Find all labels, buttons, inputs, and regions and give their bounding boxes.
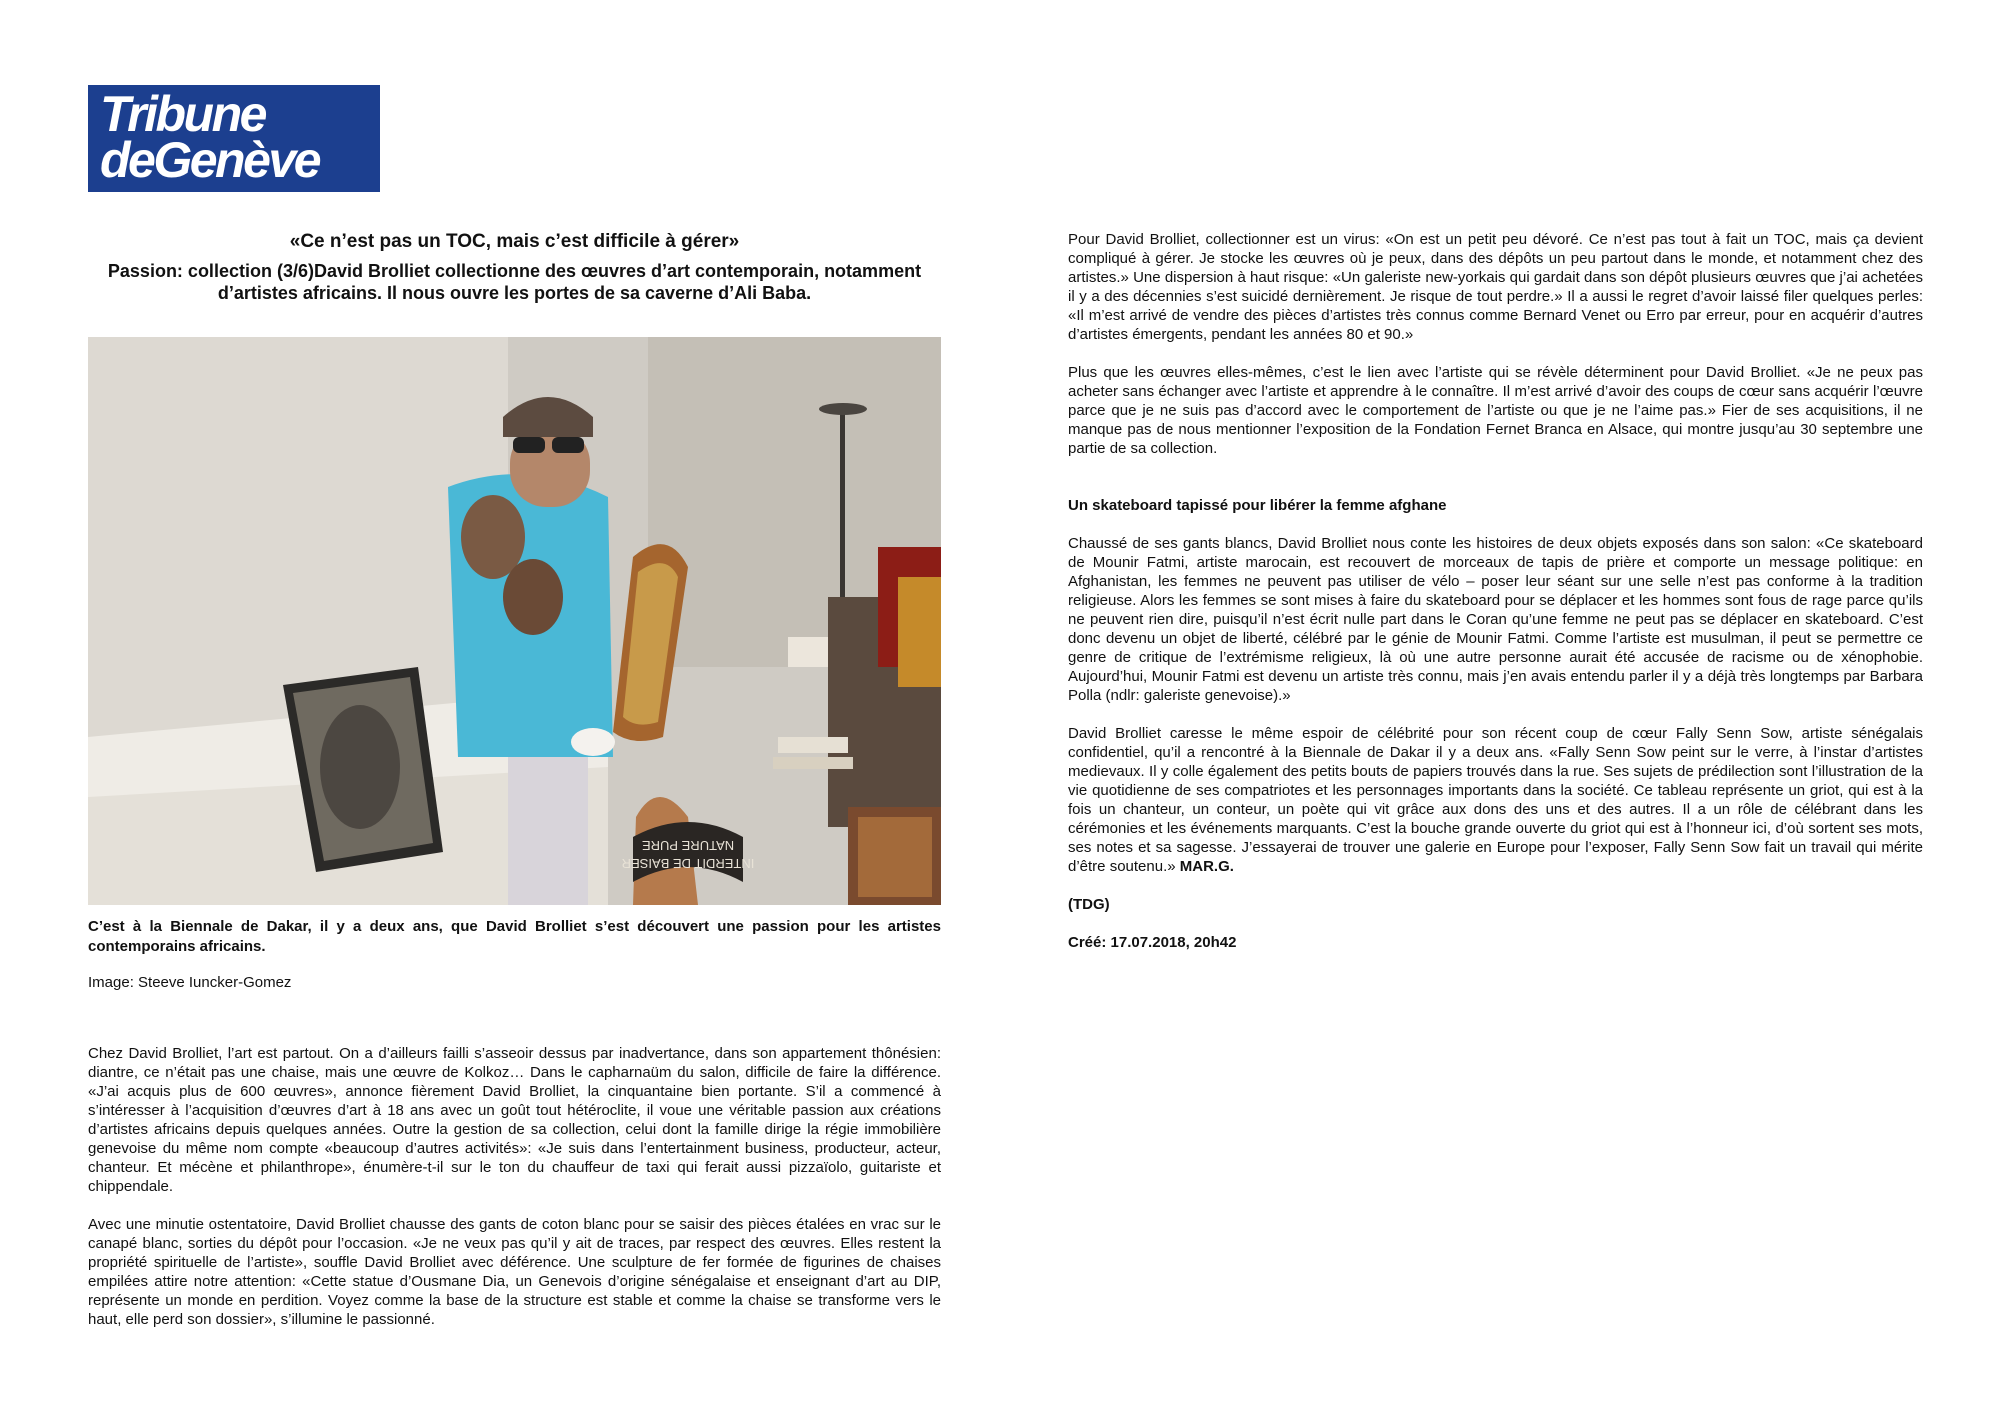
author-signature: MAR.G. xyxy=(1179,858,1234,875)
article-photo xyxy=(88,337,941,905)
photo-caption: C’est à la Biennale de Dakar, il y a deux ans, que David Brolliet s’est découvert une passion pour les artistes contemporains africains. xyxy=(88,918,941,955)
article-lead: Passion: collection (3/6)David Brolliet collectionne des œuvres d’art contemporain, notamment d’artistes africains. Il nous ouvre les portes de sa caverne d’Ali Baba. xyxy=(107,261,922,303)
source-tag: (TDG) xyxy=(1068,896,1110,913)
left-column xyxy=(88,230,941,1329)
paragraph-1: Chez David Brolliet, l’art est partout. On a d’ailleurs failli s’asseoir dessus par inadvertance, dans son appartement thônésien: diantre, ce n’était pas une chaise, mais une œuvre de Kolkoz… Dans le capharnaüm du salon, difficile de faire la différence. «J’ai acquis plus de 600 œuvres», annonce fièrement David Brolliet, la cinquantaine bien portante. S’il a commencé à s’intéresser à l’acquisition d’œuvres d’art à 18 ans avec un goût tout hétéroclite, il voue une véritable passion aux créations d’artistes africains depuis quelques années. Outre la gestion de sa collection, celui dont la famille dirige la régie immobilière genevoise du même nom compte «beaucoup d’autres activités»: «Je suis dans l’entertainment business, producteur, acteur, chanteur. Et mécène et philanthrope», énumère-t-il sur le ton du chauffeur de taxi qui ferait aussi pizzaïolo, guitariste et chippendale. xyxy=(88,1045,941,1195)
newspaper-logo xyxy=(88,85,380,192)
subheading: Un skateboard tapissé pour libérer la femme afghane xyxy=(1068,497,1447,514)
created-date: Créé: 17.07.2018, 20h42 xyxy=(1068,934,1237,951)
photo-sign-text-2: INTERDIT DE BAISER xyxy=(621,856,755,871)
paragraph-5: Chaussé de ses gants blancs, David Brolliet nous conte les histoires de deux objets exposés dans son salon: «Ce skateboard de Mounir Fatmi, artiste marocain, est recouvert de morceaux de tapis de prière et comporte un message politique: en Afghanistan, les femmes ne peuvent pas utiliser de vélo – poser leur séant sur une selle n’est pas conforme à la tradition religieuse. Alors les femmes se sont mises à faire du skateboard pour se déplacer et les hommes sont fous de rage parce qu’ils ne peuvent rien dire, puisqu’il n’est écrit nulle part dans le Coran qu’une femme ne peut pas se déplacer en skateboard. C’est donc devenu un objet de liberté, célébré par le génie de Mounir Fatmi. Comme l’artiste est musulman, il peut se permettre ce genre de critique de l’extrémisme religieux, là où une autre personne aurait été accusée de racisme ou de xénophobie. Aujourd’hui, Mounir Fatmi est devenu un artiste très connu, mais j’en avais entendu parler il y a déjà très longtemps par Barbara Polla (ndlr: galeriste genevoise).» xyxy=(1068,535,1923,704)
paragraph-6-text: David Brolliet caresse le même espoir de célébrité pour son récent coup de cœur Fally Senn Sow, artiste sénégalais confidentiel, qu’il a rencontré à la Biennale de Dakar il y a deux ans. «Fally Senn Sow peint sur le verre, à l’instar d’artistes medievaux. Il y colle également des petits bouts de papiers trouvés dans la rue. Ses sujets de prédilection sont l’illustration de la vie quotidienne de ses compatriotes et les personnages importants dans la société. Ce tableau représente un griot, qui est à la fois un chanteur, un conteur, un poète qui vit grâce aux dons des uns et des autres. Il a un rôle de célébrant dans les cérémonies et les événements marquants. C’est la bouche grande ouverte du griot qui est à l’honneur ici, d’où sortent ses mots, ses notes et sa sagesse. J’essayerai de trouver une galerie en Europe pour l’exposer, Fally Senn Sow fait un travail qui mérite d’être soutenu.» xyxy=(1068,725,1923,875)
logo-line-2: deGenève xyxy=(100,132,320,188)
logo-line-1: Tribune xyxy=(100,86,265,142)
article-title: «Ce n’est pas un TOC, mais c’est difficile à gérer» xyxy=(289,231,740,252)
paragraph-2: Avec une minutie ostentatoire, David Brolliet chausse des gants de coton blanc pour se saisir des pièces étalées en vrac sur le canapé blanc, sorties du dépôt pour l’occasion. «Je ne veux pas qu’il y ait de traces, par respect des œuvres. Elles restent la propriété spirituelle de l’artiste», souffle David Brolliet avec déférence. Une sculpture de fer formée de figurines de chaises empilées attire notre attention: «Cette statue d’Ousmane Dia, un Genevois d’origine sénégalaise et enseignant d’art au DIP, représente un monde en perdition. Voyez comme la base de la structure est stable et comme la chaise se transforme vers le haut, elle perd son dossier», s’illumine le passionné. xyxy=(88,1216,941,1328)
paragraph-4: Plus que les œuvres elles-mêmes, c’est le lien avec l’artiste qui se révèle déterminent pour David Brolliet. «Je ne peux pas acheter sans échanger avec l’artiste et apprendre à le connaître. Il m’est arrivé d’avoir des coups de cœur sans acquérir l’œuvre parce que je ne suis pas d’accord avec le comportement de l’artiste ou que je ne l’aime pas.» Fier de ses acquisitions, il ne manque pas de nous mentionner l’exposition de la Fondation Fernet Branca en Alsace, qui montre jusqu’au 30 septembre une partie de sa collection. xyxy=(1068,364,1923,457)
paragraph-3: Pour David Brolliet, collectionner est un virus: «On est un petit peu dévoré. Ce n’est pas tout à fait un TOC, mais ça devient compliqué à gérer. Je stocke les œuvres où je peux, dans des dépôts un peu partout dans le monde, et notamment chez des artistes.» Une dispersion à haut risque: «Un galeriste new-yorkais qui gardait dans son dépôt plusieurs œuvres que j’ai achetées il y a des décennies s’est suicidé dernièrement. Je risque de tout perdre.» Il a aussi le regret d’avoir laissé filer quelques perles: «Il m’est arrivé de vendre des pièces d’artistes très connus comme Bernard Venet ou Erro par erreur, pour en acquérir d’autres d’artistes émergents, pendant les années 80 et 90.» xyxy=(1068,231,1923,343)
photo-sign-text-1: NATURE PURE xyxy=(641,838,735,853)
paragraph-6 xyxy=(1068,724,1923,876)
photo-credit: Image: Steeve Iuncker-Gomez xyxy=(88,974,292,991)
right-column xyxy=(1068,230,1923,952)
